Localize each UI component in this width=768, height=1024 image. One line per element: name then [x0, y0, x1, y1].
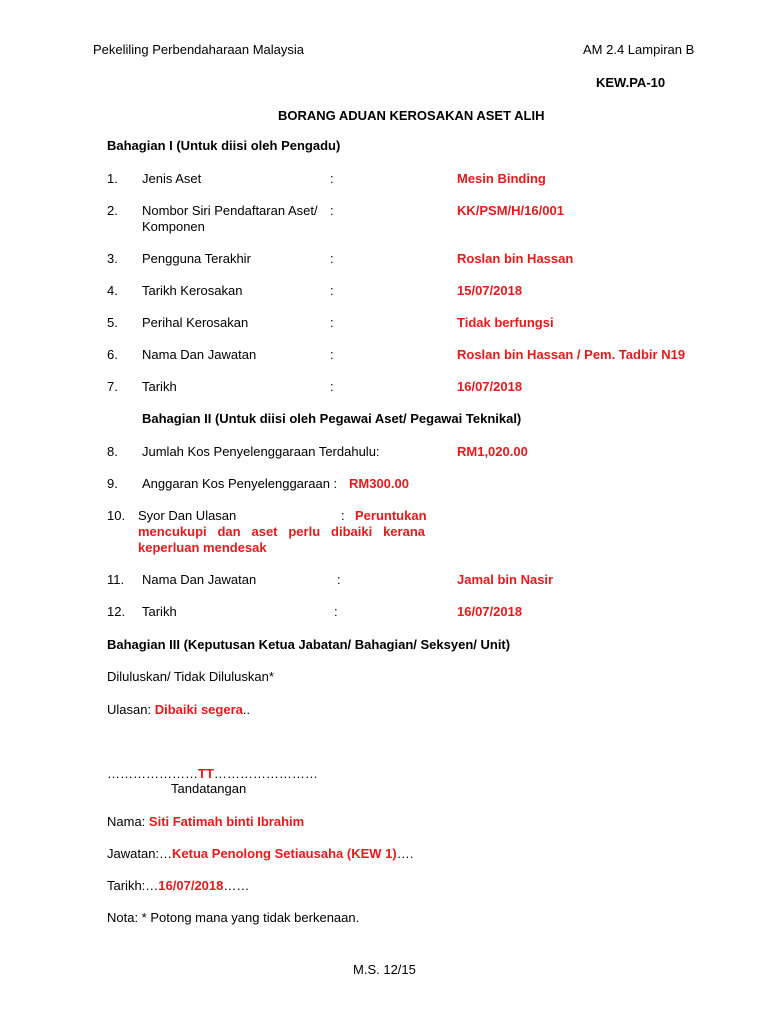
item-label: Pengguna Terakhir — [142, 251, 251, 266]
item-number: 2. — [107, 203, 118, 218]
item-label: Tarikh — [142, 379, 177, 394]
item-label: Syor Dan Ulasan — [138, 508, 237, 523]
item-value-line1: Peruntukan — [355, 508, 427, 523]
item-value: 16/07/2018 — [457, 379, 523, 394]
item-number: 9. — [107, 476, 118, 491]
signature-dots-right: …………………… — [213, 766, 318, 781]
item-colon: : — [330, 251, 334, 266]
item-number: 8. — [107, 444, 118, 459]
jawatan-label: Jawatan:… — [107, 846, 173, 861]
item-label: Tarikh — [142, 604, 177, 619]
item-number: 10. — [107, 508, 126, 523]
section1-heading: Bahagian I (Untuk diisi oleh Pengadu) — [107, 138, 341, 153]
item-value: Mesin Binding — [457, 171, 546, 186]
item-number: 11. — [107, 572, 125, 587]
tarikh-line — [107, 878, 249, 893]
jawatan-value: Ketua Penolong Setiausaha (KEW 1) — [172, 846, 397, 861]
nama-label: Nama: — [107, 814, 149, 829]
item-label: Tarikh Kerosakan — [142, 283, 243, 298]
tarikh-suffix: …… — [223, 878, 250, 893]
item-label-line2: Komponen — [142, 219, 205, 234]
item-colon: : — [330, 203, 334, 218]
nota-text: Nota: * Potong mana yang tidak berkenaan. — [107, 910, 360, 925]
signature-value: TT — [198, 766, 214, 781]
item-number: 3. — [107, 251, 118, 266]
section2-heading: Bahagian II (Untuk diisi oleh Pegawai Aset/ Pegawai Teknikal) — [142, 411, 522, 426]
form-title: BORANG ADUAN KEROSAKAN ASET ALIH — [278, 108, 545, 123]
item-number: 7. — [107, 379, 118, 394]
nama-line — [107, 814, 304, 829]
item-number: 12. — [107, 604, 126, 619]
item-colon: : — [330, 283, 334, 298]
ulasan-label: Ulasan: — [107, 702, 155, 717]
item-label: Nama Dan Jawatan — [142, 347, 257, 362]
item-value-line3: keperluan mendesak — [138, 540, 267, 555]
signature-caption: Tandatangan — [171, 781, 247, 796]
tarikh-label: Tarikh:… — [107, 878, 159, 893]
item-colon: : — [341, 508, 345, 523]
tarikh-value: 16/07/2018 — [158, 878, 224, 893]
item-number: 4. — [107, 283, 118, 298]
item-value: Roslan bin Hassan — [457, 251, 574, 266]
item-number: 1. — [107, 171, 118, 186]
item-colon: : — [330, 379, 334, 394]
item-value: Jamal bin Nasir — [457, 572, 554, 587]
item-value: RM300.00 — [349, 476, 409, 491]
ulasan-suffix: .. — [242, 702, 251, 717]
item-colon: : — [334, 604, 338, 619]
item-label: Anggaran Kos Penyelenggaraan : — [142, 476, 338, 491]
item-value-line2: mencukupi dan aset perlu dibaiki kerana — [138, 524, 425, 539]
item-number: 5. — [107, 315, 118, 330]
approval-text: Diluluskan/ Tidak Diluluskan* — [107, 669, 274, 684]
item-value: 15/07/2018 — [457, 283, 523, 298]
section3-heading: Bahagian III (Keputusan Ketua Jabatan/ Bahagian/ Seksyen/ Unit) — [107, 637, 511, 652]
ulasan-value: Dibaiki segera — [154, 702, 243, 717]
jawatan-line — [107, 846, 413, 861]
item-value: RM1,020.00 — [457, 444, 528, 459]
ulasan-line — [107, 702, 250, 717]
item-label: Perihal Kerosakan — [142, 315, 249, 330]
item-label: Nama Dan Jawatan — [142, 572, 257, 587]
jawatan-suffix: …. — [396, 846, 414, 861]
item-label: Jumlah Kos Penyelenggaraan Terdahulu: — [142, 444, 380, 459]
item-value: KK/PSM/H/16/001 — [457, 203, 564, 218]
item-colon: : — [330, 347, 334, 362]
header-left: Pekeliling Perbendaharaan Malaysia — [93, 42, 305, 57]
nama-value: Siti Fatimah binti Ibrahim — [148, 814, 305, 829]
item-label: Jenis Aset — [142, 171, 202, 186]
item-value: Roslan bin Hassan / Pem. Tadbir N19 — [457, 347, 686, 362]
form-code: KEW.PA-10 — [596, 75, 666, 90]
item-value: Tidak berfungsi — [457, 315, 554, 330]
page-number: M.S. 12/15 — [353, 962, 416, 977]
item-number: 6. — [107, 347, 118, 362]
item-value: 16/07/2018 — [457, 604, 523, 619]
item-colon: : — [330, 171, 334, 186]
item-label: Nombor Siri Pendaftaran Aset/ — [142, 203, 318, 218]
item-colon: : — [337, 572, 341, 587]
header-right: AM 2.4 Lampiran B — [583, 42, 695, 57]
item-colon: : — [330, 315, 334, 330]
signature-dots-left: ………………… — [107, 766, 198, 781]
signature-line — [107, 766, 318, 781]
